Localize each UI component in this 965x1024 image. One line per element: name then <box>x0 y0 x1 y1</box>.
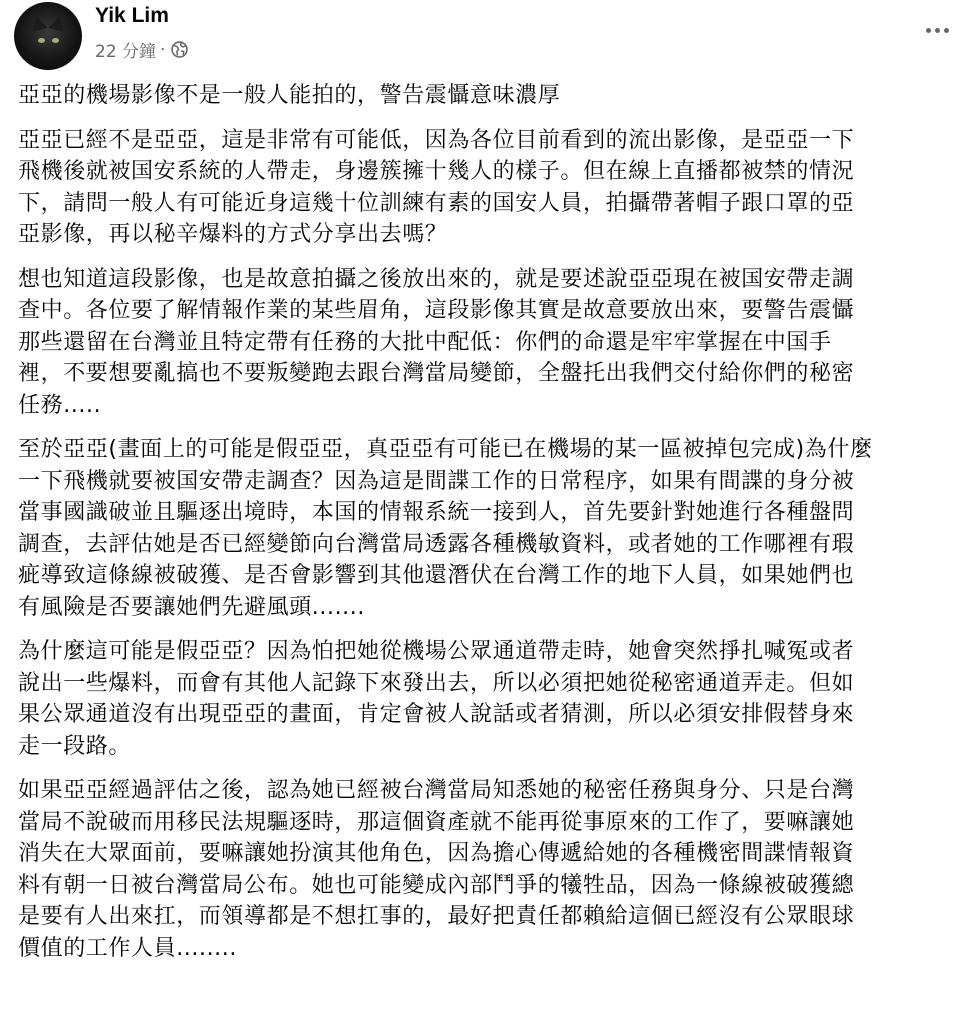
post-paragraph <box>18 434 960 623</box>
post-paragraph <box>18 636 960 762</box>
post-text-line: 飛機後就被国安系統的人帶走，身邊簇擁十幾人的樣子。但在線上直播都被禁的情況 <box>18 159 855 184</box>
post-text-line: 查中。各位要了解情報作業的某些眉角，這段影像其實是故意要放出來，要警告震懾 <box>18 298 855 323</box>
post-text-line: 疵導致這條線被破獲、是否會影響到其他還潛伏在台灣工作的地下人員，如果她們也 <box>18 563 855 588</box>
post-text-line: 料有朝一日被台灣當局公布。她也可能變成內部鬥爭的犧牲品，因為一條線被破獲總 <box>18 872 855 898</box>
post-text-line: 想也知道這段影像，也是故意拍攝之後放出來的，就是要述說亞亞現在被国安帶走調 <box>18 266 855 292</box>
post-timestamp[interactable]: 22 分鐘 <box>95 42 157 62</box>
post-text-line: 走一段路。 <box>18 733 132 759</box>
post-text-line: 消失在大眾面前，要嘛讓她扮演其他角色，因為擔心傳遞給她的各種機密間諜情報資 <box>18 841 855 866</box>
avatar-cat-ear <box>48 14 67 32</box>
post-text-line: 當事國識破並且驅逐出境時，本国的情報系統一接到人，首先要針對她進行各種盤問 <box>18 500 855 525</box>
post-text-line: 如果亞亞經過評估之後，認為她已經被台灣當局知悉她的秘密任務與身分、只是台灣 <box>18 778 855 803</box>
post-text-line: 有風險是否要讓她們先避風頭....... <box>18 594 365 620</box>
post-header <box>0 0 965 70</box>
post-text-line: 是要有人出來扛，而領導都是不想扛事的，最好把責任都賴給這個已經沒有公眾眼球 <box>18 904 855 929</box>
post-text-line: 一下飛機就要被国安帶走調查？因為這是間諜工作的日常程序，如果有間諜的身分被 <box>18 468 855 494</box>
more-options-icon[interactable] <box>919 18 955 42</box>
post-text-line: 任務..... <box>18 392 102 418</box>
post-text-line: 說出一些爆料，而會有其他人記錄下來發出去，所以必須把她從秘密通道弄走。但如 <box>18 670 855 696</box>
avatar-cat-eye <box>52 38 59 43</box>
author-name[interactable]: Yik Lim <box>95 4 169 27</box>
post-text-line: 當局不說破而用移民法規驅逐時，那這個資產就不能再從事原來的工作了，要嘛讓她 <box>18 809 855 835</box>
post-text-line: 調查，去評估她是否已經變節向台灣當局透露各種機敏資料，或者她的工作哪裡有瑕 <box>18 531 855 557</box>
author-avatar[interactable] <box>14 2 82 70</box>
post-body <box>18 80 960 977</box>
post-text-line: 那些還留在台灣並且特定帶有任務的大批中配低：你們的命還是牢牢掌握在中国手 <box>18 329 832 355</box>
post-paragraph <box>18 264 960 422</box>
post-text-line: 亞亞的機場影像不是一般人能拍的，警告震懾意味濃厚 <box>18 83 561 108</box>
post-paragraph <box>18 80 960 112</box>
avatar-cat-eye <box>38 38 45 43</box>
post-text-line: 價值的工作人員........ <box>18 935 237 961</box>
post-text-line: 為什麼這可能是假亞亞？因為怕把她從機場公眾通道帶走時，她會突然掙扎喊冤或者 <box>18 639 855 664</box>
post-text-line: 裡，不要想要亂搞也不要叛變跑去跟台灣當局變節，全盤托出我們交付給你們的秘密 <box>18 361 855 386</box>
globe-icon[interactable] <box>171 41 188 58</box>
post-text-line: 下，請問一般人有可能近身這幾十位訓練有素的国安人員，拍攝帶著帽子跟口罩的亞 <box>18 190 855 216</box>
post-paragraph <box>18 775 960 964</box>
post-meta <box>95 37 188 62</box>
meta-separator: · <box>160 39 166 60</box>
post-text-line: 至於亞亞(畫面上的可能是假亞亞，真亞亞有可能已在機場的某一區被掉包完成)為什麼 <box>18 437 873 462</box>
post-text-line: 果公眾通道沒有出現亞亞的畫面，肯定會被人說話或者猜測，所以必須安排假替身來 <box>18 702 855 727</box>
post-paragraph <box>18 125 960 251</box>
avatar-cat-ear <box>28 14 47 32</box>
post-text-line: 亞影像，再以秘辛爆料的方式分享出去嗎？ <box>18 222 448 247</box>
post-text-line: 亞亞已經不是亞亞，這是非常有可能低，因為各位目前看到的流出影像，是亞亞一下 <box>18 127 855 153</box>
